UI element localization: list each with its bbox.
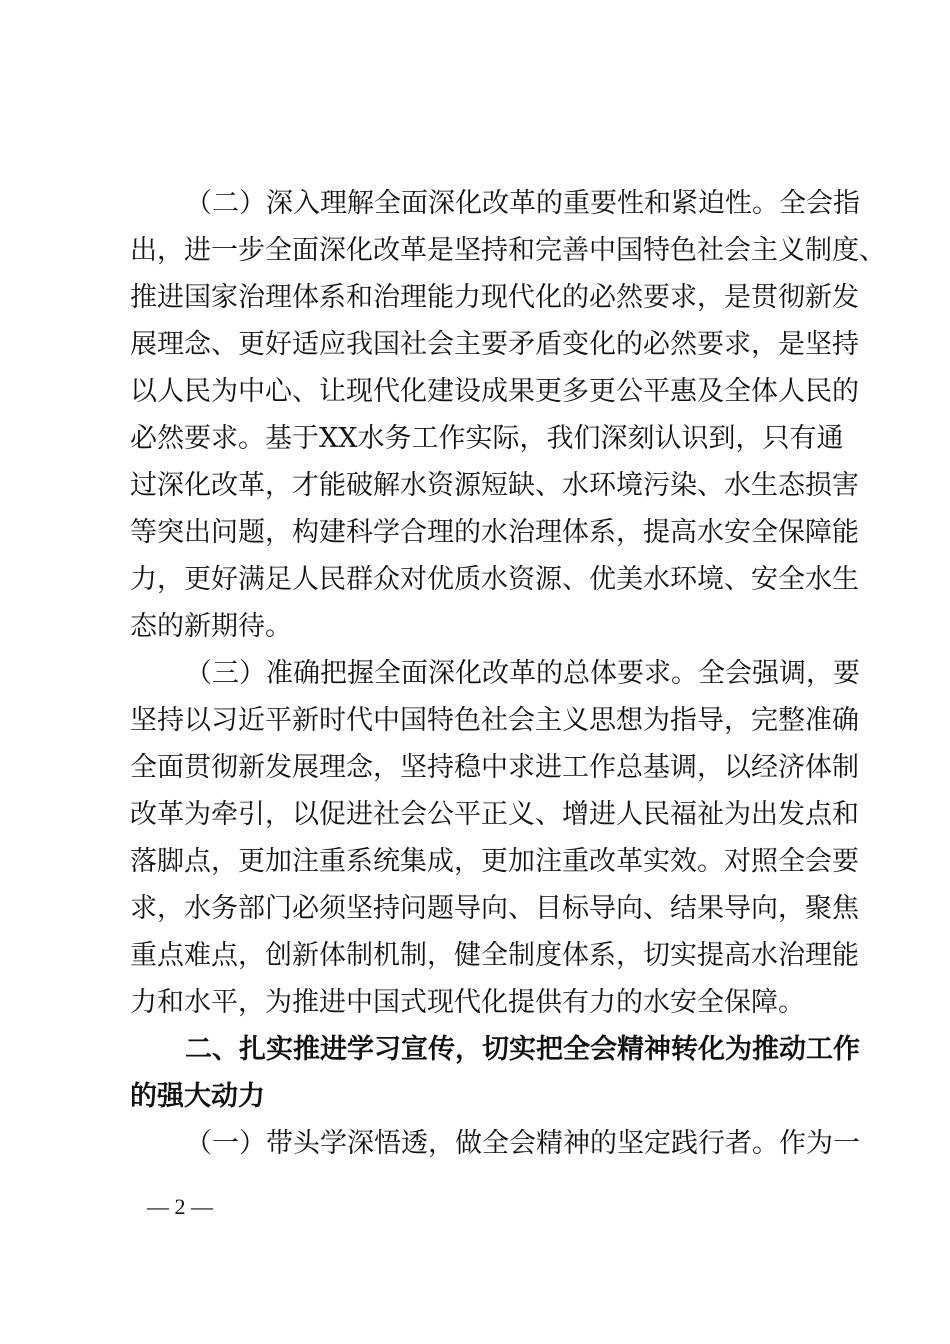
paragraph-line: 以人民为中心、让现代化建设成果更多更公平惠及全体人民的 xyxy=(130,376,859,407)
paragraph-line: 重点难点，创新体制机制，健全制度体系，切实提高水治理能 xyxy=(130,940,859,971)
paragraph-line: 展理念、更好适应我国社会主要矛盾变化的必然要求，是坚持 xyxy=(130,329,859,360)
paragraph-line: 改革为牵引，以促进社会公平正义、增进人民福祉为出发点和 xyxy=(130,799,859,830)
paragraph-line: （二）深入理解全面深化改革的重要性和紧迫性。全会指 xyxy=(185,188,860,219)
paragraph-line: 出，进一步全面深化改革是坚持和完善中国特色社会主义制度、 xyxy=(130,235,886,266)
paragraph-line: （三）准确把握全面深化改革的总体要求。全会强调，要 xyxy=(185,658,860,689)
paragraph-line: 坚持以习近平新时代中国特色社会主义思想为指导，完整准确 xyxy=(130,705,859,736)
paragraph-line: 等突出问题，构建科学合理的水治理体系，提高水安全保障能 xyxy=(130,517,859,548)
section-heading: 二、扎实推进学习宣传，切实把全会精神转化为推动工作 xyxy=(185,1034,860,1065)
page-number: — 2 — xyxy=(147,1194,213,1219)
paragraph-line: （一）带头学深悟透，做全会精神的坚定践行者。作为一 xyxy=(185,1128,860,1159)
paragraph-line: 过深化改革，才能破解水资源短缺、水环境污染、水生态损害 xyxy=(130,470,859,501)
paragraph-line: 必然要求。基于XX水务工作实际，我们深刻认识到，只有通 xyxy=(130,423,844,454)
section-heading: 的强大动力 xyxy=(130,1081,265,1112)
paragraph-line: 落脚点，更加注重系统集成，更加注重改革实效。对照全会要 xyxy=(130,846,859,877)
paragraph-line: 力和水平，为推进中国式现代化提供有力的水安全保障。 xyxy=(130,987,805,1018)
paragraph-line: 推进国家治理体系和治理能力现代化的必然要求，是贯彻新发 xyxy=(130,282,859,313)
paragraph-line: 力，更好满足人民群众对优质水资源、优美水环境、安全水生 xyxy=(130,564,859,595)
paragraph-line: 态的新期待。 xyxy=(130,611,292,642)
paragraph-line: 全面贯彻新发展理念，坚持稳中求进工作总基调，以经济体制 xyxy=(130,752,859,783)
paragraph-line: 求，水务部门必须坚持问题导向、目标导向、结果导向，聚焦 xyxy=(130,893,859,924)
